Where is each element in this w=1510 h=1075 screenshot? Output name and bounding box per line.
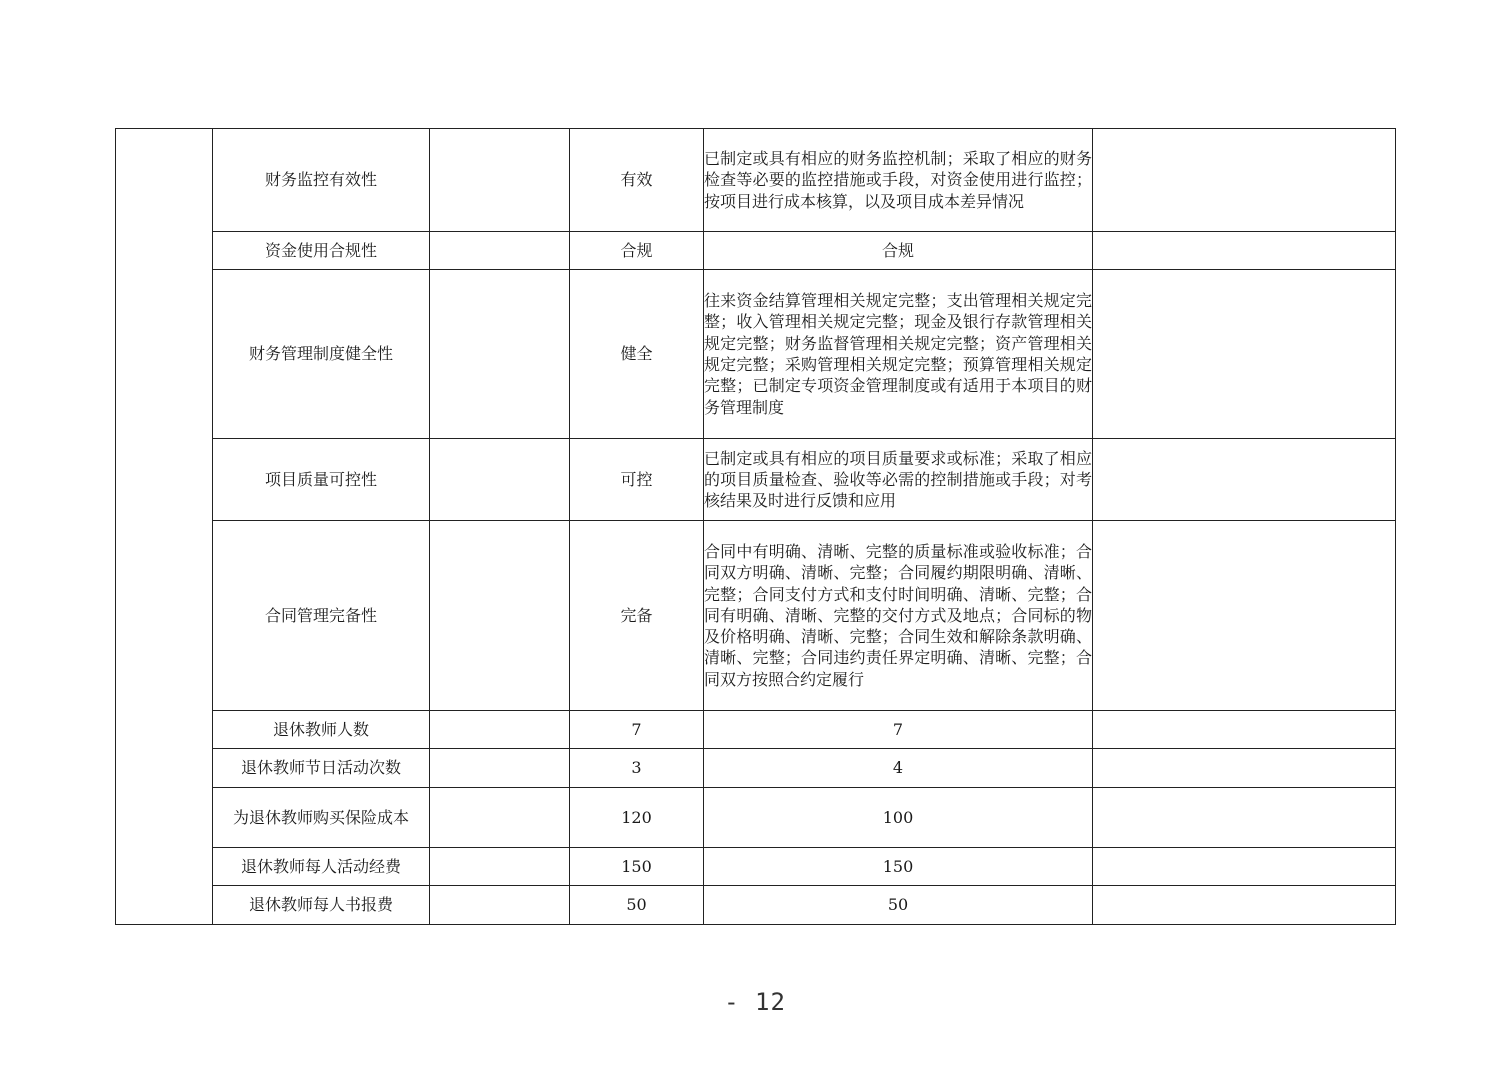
index-value-cell — [430, 232, 570, 270]
actual-value-cell: 150 — [704, 848, 1093, 886]
indicator-name-cell: 财务监控有效性 — [213, 129, 430, 232]
target-value-cell: 合规 — [570, 232, 704, 270]
actual-value-cell: 已制定或具有相应的项目质量要求或标准；采取了相应的项目质量检查、验收等必需的控制措施或手段；对考核结果及时进行反馈和应用 — [704, 439, 1093, 521]
table-row — [116, 521, 1396, 711]
table-row — [116, 788, 1396, 848]
index-value-cell — [430, 788, 570, 848]
remark-cell — [1093, 848, 1396, 886]
table-row — [116, 439, 1396, 521]
target-value-cell: 150 — [570, 848, 704, 886]
target-value-cell: 可控 — [570, 439, 704, 521]
remark-cell — [1093, 439, 1396, 521]
index-value-cell — [430, 886, 570, 925]
indicator-name-cell: 为退休教师购买保险成本 — [213, 788, 430, 848]
remark-cell — [1093, 270, 1396, 439]
index-value-cell — [430, 521, 570, 711]
indicator-name-cell: 合同管理完备性 — [213, 521, 430, 711]
table-row — [116, 232, 1396, 270]
index-value-cell — [430, 129, 570, 232]
remark-cell — [1093, 886, 1396, 925]
actual-value-cell: 已制定或具有相应的财务监控机制；采取了相应的财务检查等必要的监控措施或手段，对资金使用进行监控；按项目进行成本核算，以及项目成本差异情况 — [704, 129, 1093, 232]
remark-cell — [1093, 129, 1396, 232]
table-row — [116, 270, 1396, 439]
table-row — [116, 848, 1396, 886]
indicator-name-cell: 退休教师人数 — [213, 711, 430, 749]
remark-cell — [1093, 711, 1396, 749]
index-value-cell — [430, 848, 570, 886]
index-value-cell — [430, 711, 570, 749]
remark-cell — [1093, 232, 1396, 270]
indicator-name-cell: 退休教师每人书报费 — [213, 886, 430, 925]
table-row — [116, 886, 1396, 925]
target-value-cell: 50 — [570, 886, 704, 925]
indicator-name-cell: 财务管理制度健全性 — [213, 270, 430, 439]
target-value-cell: 有效 — [570, 129, 704, 232]
page-number: - 12 — [724, 988, 786, 1016]
target-value-cell: 7 — [570, 711, 704, 749]
actual-value-cell: 4 — [704, 749, 1093, 788]
index-value-cell — [430, 270, 570, 439]
actual-value-cell: 50 — [704, 886, 1093, 925]
actual-value-cell: 100 — [704, 788, 1093, 848]
actual-value-cell: 合同中有明确、清晰、完整的质量标准或验收标准；合同双方明确、清晰、完整；合同履约期限明确、清晰、完整；合同支付方式和支付时间明确、清晰、完整；合同有明确、清晰、完整的交付方式及地点；合同标的物及价格明确、清晰、完整；合同生效和解除条款明确、清晰、完整；合同违约责任界定明确、清晰、完整；合同双方按照合约定履行 — [704, 521, 1093, 711]
performance-table — [115, 128, 1396, 925]
indicator-name-cell: 退休教师节日活动次数 — [213, 749, 430, 788]
target-value-cell: 健全 — [570, 270, 704, 439]
indicator-name-cell: 退休教师每人活动经费 — [213, 848, 430, 886]
target-value-cell: 120 — [570, 788, 704, 848]
table-row — [116, 749, 1396, 788]
target-value-cell: 3 — [570, 749, 704, 788]
actual-value-cell: 7 — [704, 711, 1093, 749]
actual-value-cell: 往来资金结算管理相关规定完整；支出管理相关规定完整；收入管理相关规定完整；现金及银行存款管理相关规定完整；财务监督管理相关规定完整；资产管理相关规定完整；采购管理相关规定完整；预算管理相关规定完整；已制定专项资金管理制度或有适用于本项目的财务管理制度 — [704, 270, 1093, 439]
remark-cell — [1093, 521, 1396, 711]
index-value-cell — [430, 439, 570, 521]
actual-value-cell: 合规 — [704, 232, 1093, 270]
category-cell — [116, 129, 213, 925]
indicator-name-cell: 项目质量可控性 — [213, 439, 430, 521]
remark-cell — [1093, 749, 1396, 788]
table-row — [116, 129, 1396, 232]
indicator-name-cell: 资金使用合规性 — [213, 232, 430, 270]
remark-cell — [1093, 788, 1396, 848]
table-row — [116, 711, 1396, 749]
target-value-cell: 完备 — [570, 521, 704, 711]
index-value-cell — [430, 749, 570, 788]
